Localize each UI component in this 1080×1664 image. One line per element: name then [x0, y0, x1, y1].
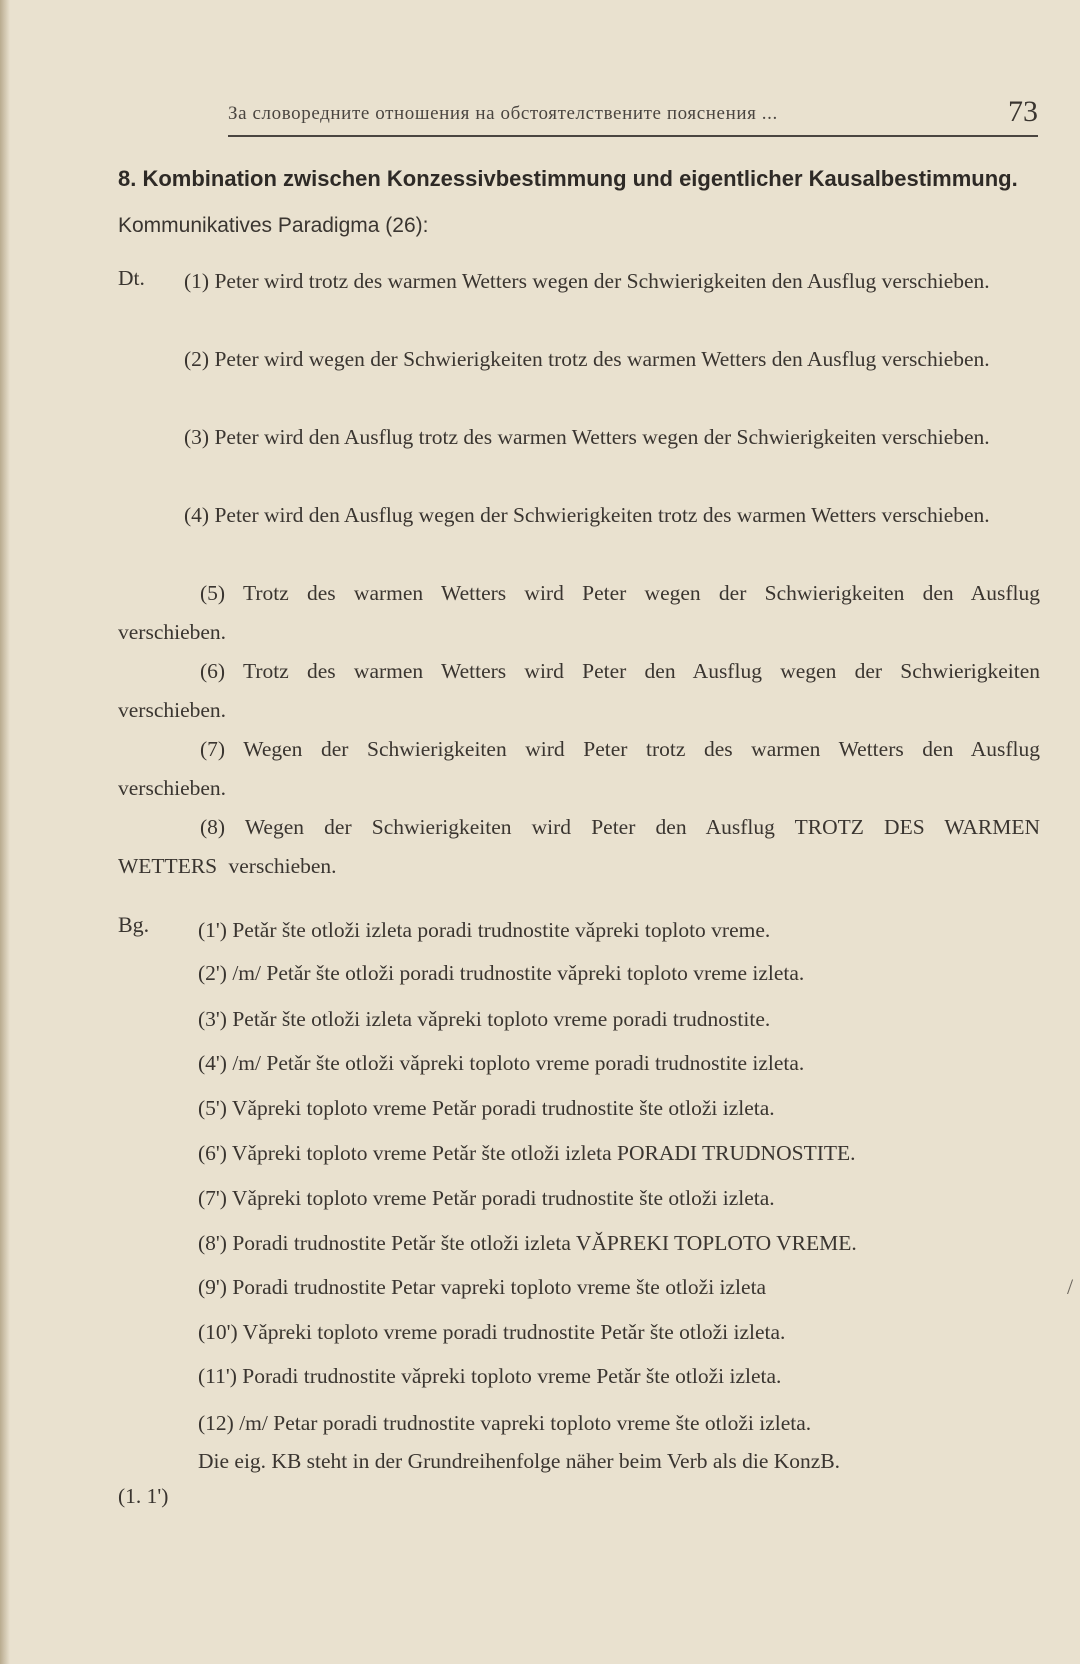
german-sentence: (3) Peter wird den Ausflug trotz des warmen Wetters wegen der Schwierigkeiten verschieben.: [184, 425, 990, 449]
german-sentence: (7) Wegen der Schwierigkeiten wird Peter trotz des warmen Wetters den Ausflug verschieben.: [118, 737, 1040, 800]
bulgarian-sentence: (2') /m/ Petǎr šte otloži poradi trudnostite vǎpreki toploto vreme izleta.: [198, 961, 805, 985]
page-binding-edge: [0, 0, 10, 1664]
paradigm-subheading: Kommunikatives Paradigma (26):: [118, 214, 429, 237]
bulgarian-sentence: (3') Petǎr šte otloži izleta vǎpreki toploto vreme poradi trudnostite.: [198, 1007, 771, 1031]
margin-mark: /: [1067, 1274, 1074, 1299]
german-sentence: (6) Trotz des warmen Wetters wird Peter den Ausflug wegen der Schwierigkeiten verschieben.: [118, 659, 1040, 722]
german-sentence: (8) Wegen der Schwierigkeiten wird Peter den Ausflug TROTZ DES WARMEN WETTERS verschieben.: [118, 815, 1040, 878]
german-sentence: (4) Peter wird den Ausflug wegen der Schwierigkeiten trotz des warmen Wetters verschieben.: [184, 503, 990, 527]
bulgarian-label: Bg.: [118, 912, 150, 937]
page-header: [228, 95, 1038, 137]
conclusion-note: Die eig. KB steht in der Grundreihenfolge näher beim Verb als die KonzB.: [198, 1449, 841, 1473]
german-sentence: (1) Peter wird trotz des warmen Wetters wegen der Schwierigkeiten den Ausflug verschieben.: [184, 269, 990, 293]
bulgarian-sentence: (6') Vǎpreki toploto vreme Petǎr šte otloži izleta PORADI TRUDNOSTITE.: [198, 1141, 856, 1165]
bulgarian-sentence: (7') Vǎpreki toploto vreme Petǎr poradi trudnostite šte otloži izleta.: [198, 1186, 775, 1210]
running-title: За словоредните отношения на обстоятелствените пояснения ...: [228, 103, 778, 124]
section-heading: 8. Kombination zwischen Konzessivbestimmung und eigentlicher Kausalbestimmung.: [118, 166, 1018, 191]
bulgarian-sentence: (8') Poradi trudnostite Petǎr šte otloži izleta VǍPREKI TOPLOTO VREME.: [198, 1231, 857, 1255]
bulgarian-sentence: (12) /m/ Petar poradi trudnostite vapreki toploto vreme šte otloži izleta.: [198, 1411, 812, 1435]
bulgarian-sentence: (5') Vǎpreki toploto vreme Petǎr poradi trudnostite šte otloži izleta.: [198, 1096, 775, 1120]
german-sentence: (2) Peter wird wegen der Schwierigkeiten trotz des warmen Wetters den Ausflug verschieben.: [184, 347, 990, 371]
bulgarian-sentence: (9') Poradi trudnostite Petar vapreki toploto vreme šte otloži izleta: [198, 1275, 767, 1299]
bulgarian-sentence: (1') Petǎr šte otloži izleta poradi trudnostite vǎpreki toploto vreme.: [198, 918, 771, 942]
german-label: Dt.: [118, 266, 145, 290]
page-number: 73: [1008, 95, 1038, 128]
example-reference: (1. 1'): [118, 1484, 169, 1508]
bulgarian-sentence: (10') Vǎpreki toploto vreme poradi trudnostite Petǎr šte otloži izleta.: [198, 1320, 786, 1344]
german-sentence: (5) Trotz des warmen Wetters wird Peter wegen der Schwierigkeiten den Ausflug verschieben.: [118, 581, 1040, 644]
bulgarian-sentence: (11') Poradi trudnostite vǎpreki toploto vreme Petǎr šte otloži izleta.: [198, 1364, 782, 1388]
bulgarian-sentence: (4') /m/ Petǎr šte otloži vǎpreki toploto vreme poradi trudnostite izleta.: [198, 1051, 805, 1075]
